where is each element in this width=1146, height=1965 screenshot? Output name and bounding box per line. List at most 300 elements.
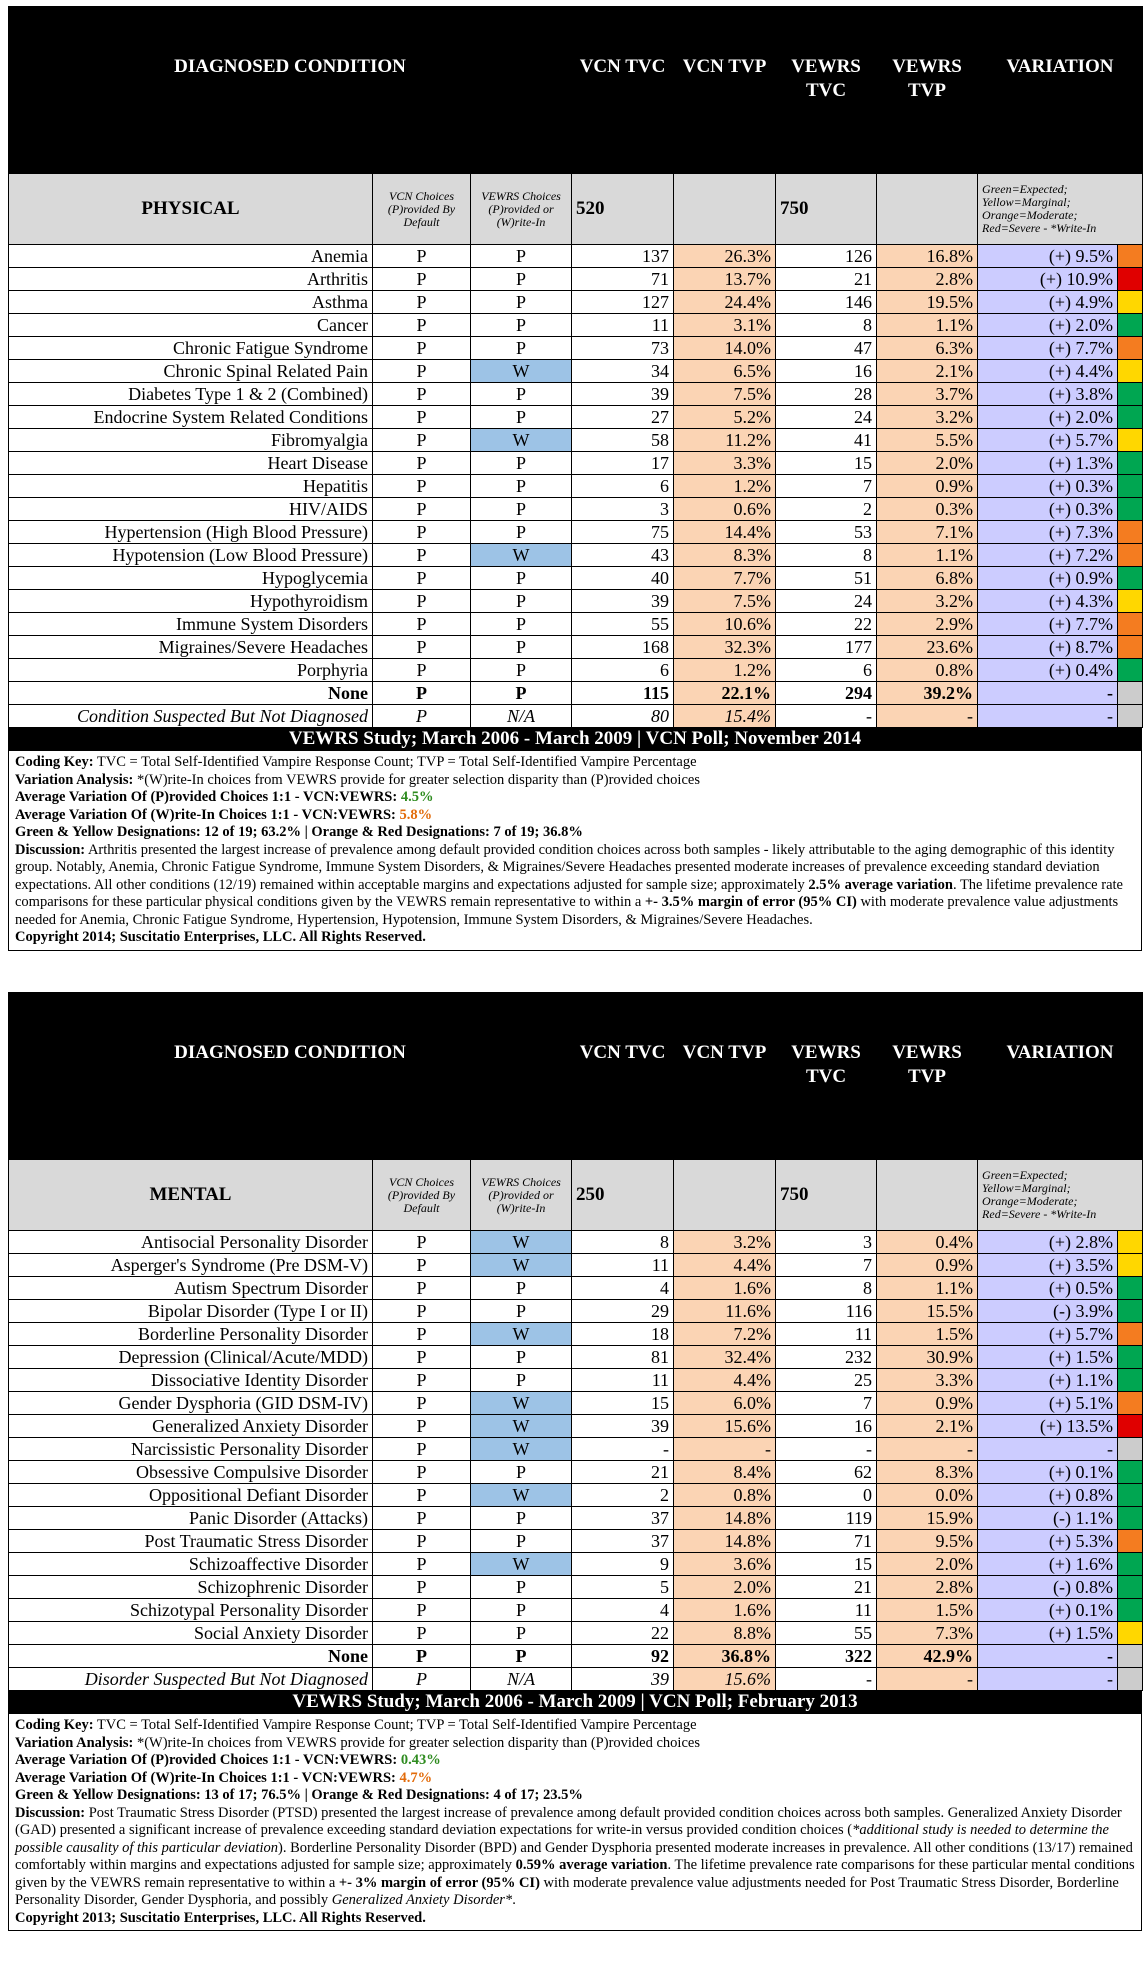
vcn-tvc-cell: 29 <box>572 1300 674 1323</box>
vewrs-tvp-cell: 3.7% <box>877 383 978 406</box>
variation-flag-swatch <box>1118 1484 1143 1507</box>
vewrs-tvc-cell: 322 <box>776 1645 877 1668</box>
variation-cell: (+) 5.7% <box>978 429 1118 452</box>
variation-cell: (+) 0.1% <box>978 1461 1118 1484</box>
vcn-tvp-cell: 26.3% <box>674 245 776 268</box>
vcn-tvc-cell: 37 <box>572 1530 674 1553</box>
avg-provided-label: Average Variation Of (P)rovided Choices 1:1 - VCN:VEWRS: <box>15 1752 398 1768</box>
vcn-tvp-cell: 7.7% <box>674 567 776 590</box>
discussion-text: with moderate prevalence value adjustments needed for Anemia, Chronic Fatigue Syndrome, Hypertension, Hypotension, Immune System Disorders, & Migraines/Severe Headaches. <box>15 894 1119 928</box>
vcn-choice-cell: P <box>373 1461 471 1484</box>
condition-name-cell: Autism Spectrum Disorder <box>9 1277 373 1300</box>
table-row <box>9 452 1143 475</box>
condition-name-cell: Depression (Clinical/Acute/MDD) <box>9 1346 373 1369</box>
variation-flag-swatch <box>1118 429 1143 452</box>
vcn-choice-cell: P <box>373 498 471 521</box>
vcn-tvc-cell: 137 <box>572 245 674 268</box>
condition-name-cell: Post Traumatic Stress Disorder <box>9 1530 373 1553</box>
table-row <box>9 590 1143 613</box>
vewrs-choice-cell: P <box>471 498 572 521</box>
variation-flag-swatch <box>1118 383 1143 406</box>
vewrs-tvp-cell: 5.5% <box>877 429 978 452</box>
vewrs-choice-cell: W <box>471 1392 572 1415</box>
vewrs-tvp-cell: 3.2% <box>877 406 978 429</box>
header-vewrs-tvp: VEWRS TVP <box>877 993 978 1160</box>
discussion-text: . The lifetime prevalence rate comparisons for these particular physical conditions given by the VEWRS remain representative to within a <box>15 876 1123 910</box>
vewrs-tvp-cell: 30.9% <box>877 1346 978 1369</box>
variation-cell: (+) 7.2% <box>978 544 1118 567</box>
variation-flag-swatch <box>1118 1599 1143 1622</box>
discussion-bold: +- 3% margin of error (95% CI) <box>338 1874 540 1891</box>
vcn-tvc-cell: 81 <box>572 1346 674 1369</box>
vewrs-choice-cell: P <box>471 1346 572 1369</box>
vcn-choice-cell: P <box>373 1668 471 1691</box>
vewrs-choice-cell: P <box>471 1530 572 1553</box>
variation-cell: (+) 2.0% <box>978 406 1118 429</box>
vewrs-tvp-cell: 39.2% <box>877 682 978 705</box>
condition-name-cell: Oppositional Defiant Disorder <box>9 1484 373 1507</box>
table-row <box>9 245 1143 268</box>
table-row <box>9 1392 1143 1415</box>
vewrs-tvc-cell: 8 <box>776 544 877 567</box>
vewrs-choice-cell: P <box>471 245 572 268</box>
vewrs-tvp-cell: 1.1% <box>877 314 978 337</box>
condition-name-cell: Schizoaffective Disorder <box>9 1553 373 1576</box>
vewrs-tvc-cell: 51 <box>776 567 877 590</box>
vcn-tvp-cell: 3.6% <box>674 1553 776 1576</box>
condition-name-cell: Disorder Suspected But Not Diagnosed <box>9 1668 373 1691</box>
variation-cell: (+) 9.5% <box>978 245 1118 268</box>
vewrs-tvp-cell: 2.1% <box>877 1415 978 1438</box>
table-row <box>9 1369 1143 1392</box>
coding-key <box>15 754 1135 772</box>
discussion-text: Post Traumatic Stress Disorder (PTSD) presented the largest increase of prevalence among default provided condition choices across both samples. Generalized Anxiety Disorder (GAD) presented a significant increase of prevalence exceeding standard deviation expectations for write-in versus provided condition choices ( <box>15 1804 1122 1838</box>
discussion-text: ). Borderline Personality Disorder (BPD) and Gender Dysphoria presented moderate increases in prevalence. All other conditions (13/17) remained comfortably within margins and expectations adjusted for sample size; approximately <box>15 1839 1133 1873</box>
table-row <box>9 659 1143 682</box>
vcn-choice-cell: P <box>373 475 471 498</box>
vcn-choice-cell: P <box>373 613 471 636</box>
vcn-choice-cell: P <box>373 1254 471 1277</box>
vewrs-choice-cell: N/A <box>471 1668 572 1691</box>
category-label: PHYSICAL <box>9 174 373 245</box>
vcn-tvp-cell: 7.5% <box>674 590 776 613</box>
condition-name-cell: Narcissistic Personality Disorder <box>9 1438 373 1461</box>
header-vewrs-tvc: VEWRS TVC <box>776 993 877 1160</box>
variation-flag-swatch <box>1118 1530 1143 1553</box>
discussion-text: Arthritis presented the largest increase of prevalence among default provided condition choices across both samples - likely attributable to the aging demographic of this identity group. Notably, Anemia, Chronic Fatigue Syndrome, Immune System Disorders, & Migraines/Severe Headaches presented moderate increases of prevalence exceeding standard deviation expectations. All other conditions (12/19) remained within acceptable margins and expectations adjusted for sample size; approximately <box>15 841 1115 893</box>
vcn-tvp-cell: 22.1% <box>674 682 776 705</box>
avg-writein-label: Average Variation Of (W)rite-In Choices 1:1 - VCN:VEWRS: <box>15 806 396 823</box>
vewrs-choice-cell: P <box>471 1461 572 1484</box>
vewrs-tvp-cell: 42.9% <box>877 1645 978 1668</box>
physical-table <box>8 6 1143 728</box>
variation-cell: (+) 2.8% <box>978 1231 1118 1254</box>
vewrs-tvc-cell: 7 <box>776 1392 877 1415</box>
vcn-choice-cell: P <box>373 1599 471 1622</box>
vewrs-choice-cell: P <box>471 1300 572 1323</box>
vcn-choice-cell: P <box>373 406 471 429</box>
variation-cell: (+) 5.7% <box>978 1323 1118 1346</box>
variation-analysis-label: Variation Analysis: <box>15 1734 134 1751</box>
variation-cell: (+) 0.9% <box>978 567 1118 590</box>
vcn-tvc-cell: 3 <box>572 498 674 521</box>
vcn-tvc-cell: 2 <box>572 1484 674 1507</box>
vewrs-tvp-cell: 0.3% <box>877 498 978 521</box>
variation-flag-swatch <box>1118 1392 1143 1415</box>
vcn-tvp-cell: 15.6% <box>674 1415 776 1438</box>
variation-flag-swatch <box>1118 291 1143 314</box>
vewrs-tvc-cell: 15 <box>776 452 877 475</box>
variation-cell: - <box>978 682 1118 705</box>
vcn-tvp-cell: 6.5% <box>674 360 776 383</box>
condition-name-cell: Panic Disorder (Attacks) <box>9 1507 373 1530</box>
variation-cell: (+) 8.7% <box>978 636 1118 659</box>
avg-writein <box>15 1770 1135 1788</box>
header-condition: DIAGNOSED CONDITION <box>9 993 572 1160</box>
vcn-tvp-cell: 32.4% <box>674 1346 776 1369</box>
discussion <box>15 1805 1135 1910</box>
vcn-choice-cell: P <box>373 429 471 452</box>
variation-cell: (+) 1.1% <box>978 1369 1118 1392</box>
table-row <box>9 429 1143 452</box>
header-variation: VARIATION <box>978 993 1143 1160</box>
blank-cell <box>877 174 978 245</box>
vewrs-choice-cell: P <box>471 682 572 705</box>
variation-flag-swatch <box>1118 1323 1143 1346</box>
vcn-tvc-cell: 15 <box>572 1392 674 1415</box>
condition-name-cell: Borderline Personality Disorder <box>9 1323 373 1346</box>
vcn-tvp-cell: 0.6% <box>674 498 776 521</box>
vewrs-tvc-cell: 22 <box>776 613 877 636</box>
variation-flag-swatch <box>1118 337 1143 360</box>
vewrs-tvc-cell: - <box>776 705 877 728</box>
condition-name-cell: Antisocial Personality Disorder <box>9 1231 373 1254</box>
condition-name-cell: Endocrine System Related Conditions <box>9 406 373 429</box>
vewrs-choice-cell: P <box>471 1277 572 1300</box>
header-variation: VARIATION <box>978 7 1143 174</box>
vcn-tvp-cell: 1.2% <box>674 659 776 682</box>
variation-cell: (-) 0.8% <box>978 1576 1118 1599</box>
vewrs-choice-cell: N/A <box>471 705 572 728</box>
vewrs-choice-cell: P <box>471 452 572 475</box>
vcn-tvp-cell: 8.8% <box>674 1622 776 1645</box>
discussion-text: . <box>512 1892 516 1908</box>
vcn-choice-cell: P <box>373 567 471 590</box>
vewrs-choice-cell: P <box>471 1645 572 1668</box>
variation-cell: (+) 1.6% <box>978 1553 1118 1576</box>
vewrs-choice-cell: W <box>471 1484 572 1507</box>
vewrs-choices-note: VEWRS Choices (P)rovided or (W)rite-In <box>471 174 572 245</box>
notes-box <box>8 751 1142 951</box>
vcn-tvc-cell: 21 <box>572 1461 674 1484</box>
vcn-tvp-cell: 32.3% <box>674 636 776 659</box>
vewrs-choice-cell: W <box>471 1438 572 1461</box>
avg-provided-value: 0.43% <box>400 1752 441 1768</box>
vewrs-tvc-cell: 116 <box>776 1300 877 1323</box>
discussion-italic: *additional study is needed to determine the possible causality of this particular deviation <box>15 1822 1109 1856</box>
condition-name-cell: Schizotypal Personality Disorder <box>9 1599 373 1622</box>
variation-cell: (-) 3.9% <box>978 1300 1118 1323</box>
vewrs-tvp-cell: 9.5% <box>877 1530 978 1553</box>
vcn-choice-cell: P <box>373 291 471 314</box>
variation-flag-swatch <box>1118 1576 1143 1599</box>
vewrs-tvp-cell: 16.8% <box>877 245 978 268</box>
table-row <box>9 291 1143 314</box>
vewrs-tvp-cell: 1.5% <box>877 1323 978 1346</box>
table-row <box>9 1461 1143 1484</box>
vewrs-choice-cell: W <box>471 1323 572 1346</box>
variation-analysis-label: Variation Analysis: <box>15 771 134 788</box>
vewrs-choice-cell: P <box>471 1622 572 1645</box>
vcn-tvp-cell: 6.0% <box>674 1392 776 1415</box>
vewrs-choice-cell: P <box>471 1576 572 1599</box>
coding-key-label: Coding Key: <box>15 1717 94 1733</box>
vcn-choice-cell: P <box>373 1576 471 1599</box>
vcn-tvc-cell: 5 <box>572 1576 674 1599</box>
vcn-tvp-cell: 13.7% <box>674 268 776 291</box>
variation-legend: Green=Expected; Yellow=Marginal; Orange=Moderate; Red=Severe - *Write-In <box>978 174 1143 245</box>
vewrs-tvp-cell: 2.8% <box>877 268 978 291</box>
vewrs-choice-cell: P <box>471 1507 572 1530</box>
vcn-tvc-cell: 39 <box>572 590 674 613</box>
vcn-tvp-cell: 24.4% <box>674 291 776 314</box>
variation-analysis-text: *(W)rite-In choices from VEWRS provide for greater selection disparity than (P)rovided choices <box>136 1734 700 1751</box>
table-row <box>9 1415 1143 1438</box>
vewrs-tvc-cell: 126 <box>776 245 877 268</box>
vewrs-tvp-cell: 2.0% <box>877 1553 978 1576</box>
vcn-tvc-cell: 75 <box>572 521 674 544</box>
condition-name-cell: Hypothyroidism <box>9 590 373 613</box>
vcn-tvp-cell: 4.4% <box>674 1369 776 1392</box>
table-row <box>9 544 1143 567</box>
vcn-choice-cell: P <box>373 1346 471 1369</box>
variation-cell: (+) 0.4% <box>978 659 1118 682</box>
vcn-tvp-cell: 1.6% <box>674 1599 776 1622</box>
variation-cell: - <box>978 1438 1118 1461</box>
vewrs-choice-cell: P <box>471 590 572 613</box>
notes-box <box>8 1714 1142 1931</box>
table-row <box>9 1622 1143 1645</box>
header-vcn-tvc: VCN TVC <box>572 7 674 174</box>
vcn-tvc-cell: 39 <box>572 383 674 406</box>
condition-name-cell: Immune System Disorders <box>9 613 373 636</box>
vcn-tvc-cell: 37 <box>572 1507 674 1530</box>
vewrs-tvc-cell: 146 <box>776 291 877 314</box>
condition-name-cell: HIV/AIDS <box>9 498 373 521</box>
condition-name-cell: Hypotension (Low Blood Pressure) <box>9 544 373 567</box>
table-row <box>9 383 1143 406</box>
vcn-tvc-cell: 39 <box>572 1668 674 1691</box>
variation-cell: (+) 2.0% <box>978 314 1118 337</box>
vewrs-total: 750 <box>776 174 877 245</box>
vcn-choice-cell: P <box>373 1300 471 1323</box>
vcn-tvc-cell: 6 <box>572 659 674 682</box>
vcn-choice-cell: P <box>373 1231 471 1254</box>
condition-name-cell: Chronic Spinal Related Pain <box>9 360 373 383</box>
vewrs-tvc-cell: 28 <box>776 383 877 406</box>
vewrs-tvp-cell: 2.9% <box>877 613 978 636</box>
variation-analysis-text: *(W)rite-In choices from VEWRS provide for greater selection disparity than (P)rovided choices <box>136 771 700 788</box>
condition-name-cell: Bipolar Disorder (Type I or II) <box>9 1300 373 1323</box>
study-band: VEWRS Study; March 2006 - March 2009 | VCN Poll; November 2014 <box>8 728 1142 751</box>
vcn-tvp-cell: 0.8% <box>674 1484 776 1507</box>
condition-name-cell: Condition Suspected But Not Diagnosed <box>9 705 373 728</box>
header-vcn-tvp: VCN TVP <box>674 993 776 1160</box>
vcn-tvp-cell: 1.2% <box>674 475 776 498</box>
condition-name-cell: Fibromyalgia <box>9 429 373 452</box>
blank-cell <box>674 1160 776 1231</box>
variation-cell: (+) 3.5% <box>978 1254 1118 1277</box>
vewrs-choice-cell: W <box>471 1415 572 1438</box>
table-row <box>9 1323 1143 1346</box>
vewrs-tvp-cell: 3.3% <box>877 1369 978 1392</box>
table-row <box>9 1346 1143 1369</box>
mental-section <box>8 992 1142 1931</box>
vcn-tvc-cell: 43 <box>572 544 674 567</box>
vewrs-choice-cell: P <box>471 636 572 659</box>
vcn-tvp-cell: 8.3% <box>674 544 776 567</box>
vcn-tvc-cell: 18 <box>572 1323 674 1346</box>
condition-name-cell: Porphyria <box>9 659 373 682</box>
table-row <box>9 1553 1143 1576</box>
vewrs-tvp-cell: 1.1% <box>877 1277 978 1300</box>
variation-cell: (+) 0.3% <box>978 498 1118 521</box>
discussion-label: Discussion: <box>15 841 86 858</box>
avg-provided <box>15 1752 1135 1770</box>
vcn-tvc-cell: 58 <box>572 429 674 452</box>
avg-provided-value: 4.5% <box>400 789 434 805</box>
vewrs-tvc-cell: 11 <box>776 1323 877 1346</box>
vcn-choice-cell: P <box>373 1415 471 1438</box>
variation-cell: (+) 0.5% <box>978 1277 1118 1300</box>
condition-name-cell: Schizophrenic Disorder <box>9 1576 373 1599</box>
variation-cell: - <box>978 1645 1118 1668</box>
vcn-choice-cell: P <box>373 590 471 613</box>
vcn-tvc-cell: 9 <box>572 1553 674 1576</box>
blank-cell <box>877 1160 978 1231</box>
condition-name-cell: Chronic Fatigue Syndrome <box>9 337 373 360</box>
condition-name-cell: Asthma <box>9 291 373 314</box>
variation-flag-swatch <box>1118 705 1143 728</box>
vcn-tvc-cell: 168 <box>572 636 674 659</box>
vcn-tvc-cell: 115 <box>572 682 674 705</box>
vewrs-tvp-cell: 3.2% <box>877 590 978 613</box>
vcn-tvp-cell: 15.4% <box>674 705 776 728</box>
coding-key-text: TVC = Total Self-Identified Vampire Response Count; TVP = Total Self-Identified Vampire Percentage <box>96 754 697 770</box>
variation-cell: (+) 4.4% <box>978 360 1118 383</box>
copyright: Copyright 2013; Suscitatio Enterprises, LLC. All Rights Reserved. <box>15 1909 426 1926</box>
vcn-choice-cell: P <box>373 1438 471 1461</box>
header-vewrs-tvp: VEWRS TVP <box>877 7 978 174</box>
vewrs-tvp-cell: 1.1% <box>877 544 978 567</box>
variation-cell: - <box>978 1668 1118 1691</box>
variation-cell: (+) 4.3% <box>978 590 1118 613</box>
vcn-tvp-cell: 11.2% <box>674 429 776 452</box>
vcn-tvp-cell: 2.0% <box>674 1576 776 1599</box>
vcn-tvc-cell: 34 <box>572 360 674 383</box>
vewrs-tvp-cell: 6.8% <box>877 567 978 590</box>
vewrs-choice-cell: W <box>471 1231 572 1254</box>
vewrs-tvc-cell: 8 <box>776 314 877 337</box>
table-row <box>9 360 1143 383</box>
vcn-choices-note: VCN Choices (P)rovided By Default <box>373 1160 471 1231</box>
condition-name-cell: Obsessive Compulsive Disorder <box>9 1461 373 1484</box>
vcn-tvp-cell: 3.3% <box>674 452 776 475</box>
variation-flag-swatch <box>1118 314 1143 337</box>
variation-flag-swatch <box>1118 1300 1143 1323</box>
table-row <box>9 567 1143 590</box>
physical-section <box>8 6 1142 951</box>
vewrs-choice-cell: P <box>471 406 572 429</box>
vcn-tvc-cell: 17 <box>572 452 674 475</box>
vcn-tvp-cell: 14.4% <box>674 521 776 544</box>
vcn-tvp-cell: 8.4% <box>674 1461 776 1484</box>
copyright: Copyright 2014; Suscitatio Enterprises, LLC. All Rights Reserved. <box>15 929 426 945</box>
coding-key-label: Coding Key: <box>15 754 94 770</box>
table-row <box>9 1438 1143 1461</box>
variation-flag-swatch <box>1118 1231 1143 1254</box>
vewrs-tvp-cell: 2.1% <box>877 360 978 383</box>
vcn-tvc-cell: 71 <box>572 268 674 291</box>
vcn-tvp-cell: 11.6% <box>674 1300 776 1323</box>
vcn-tvp-cell: 15.6% <box>674 1668 776 1691</box>
condition-name-cell: None <box>9 1645 373 1668</box>
vcn-tvc-cell: 127 <box>572 291 674 314</box>
table-row <box>9 1484 1143 1507</box>
variation-cell: (+) 7.7% <box>978 613 1118 636</box>
avg-provided <box>15 789 1135 807</box>
variation-legend: Green=Expected; Yellow=Marginal; Orange=Moderate; Red=Severe - *Write-In <box>978 1160 1143 1231</box>
table-row <box>9 1277 1143 1300</box>
condition-name-cell: Gender Dysphoria (GID DSM-IV) <box>9 1392 373 1415</box>
variation-flag-swatch <box>1118 636 1143 659</box>
table-row <box>9 406 1143 429</box>
vewrs-tvp-cell: 0.0% <box>877 1484 978 1507</box>
vcn-choice-cell: P <box>373 1530 471 1553</box>
vewrs-total: 750 <box>776 1160 877 1231</box>
variation-flag-swatch <box>1118 268 1143 291</box>
vcn-choice-cell: P <box>373 337 471 360</box>
vewrs-tvp-cell: 8.3% <box>877 1461 978 1484</box>
table-row <box>9 1300 1143 1323</box>
vewrs-choice-cell: W <box>471 544 572 567</box>
variation-flag-swatch <box>1118 544 1143 567</box>
vcn-tvp-cell: 36.8% <box>674 1645 776 1668</box>
vewrs-choice-cell: P <box>471 1599 572 1622</box>
vcn-tvc-cell: 73 <box>572 337 674 360</box>
vewrs-tvc-cell: 0 <box>776 1484 877 1507</box>
vewrs-choice-cell: W <box>471 1553 572 1576</box>
vcn-tvc-cell: 4 <box>572 1277 674 1300</box>
vewrs-tvc-cell: 3 <box>776 1231 877 1254</box>
vewrs-tvp-cell: - <box>877 1668 978 1691</box>
discussion-text: . The lifetime prevalence rate comparisons for these particular mental conditions given by the VEWRS remain representative to within a <box>15 1857 1135 1891</box>
avg-provided-label: Average Variation Of (P)rovided Choices 1:1 - VCN:VEWRS: <box>15 789 398 805</box>
variation-cell: (+) 10.9% <box>978 268 1118 291</box>
variation-flag-swatch <box>1118 1645 1143 1668</box>
variation-flag-swatch <box>1118 1438 1143 1461</box>
avg-writein-value: 4.7% <box>399 1769 433 1786</box>
table-row <box>9 475 1143 498</box>
vcn-tvp-cell: 14.8% <box>674 1507 776 1530</box>
variation-cell: (+) 1.5% <box>978 1346 1118 1369</box>
vcn-tvc-cell: - <box>572 1438 674 1461</box>
vcn-tvc-cell: 4 <box>572 1599 674 1622</box>
vewrs-tvp-cell: 1.5% <box>877 1599 978 1622</box>
vewrs-tvc-cell: 15 <box>776 1553 877 1576</box>
variation-flag-swatch <box>1118 475 1143 498</box>
condition-name-cell: Social Anxiety Disorder <box>9 1622 373 1645</box>
